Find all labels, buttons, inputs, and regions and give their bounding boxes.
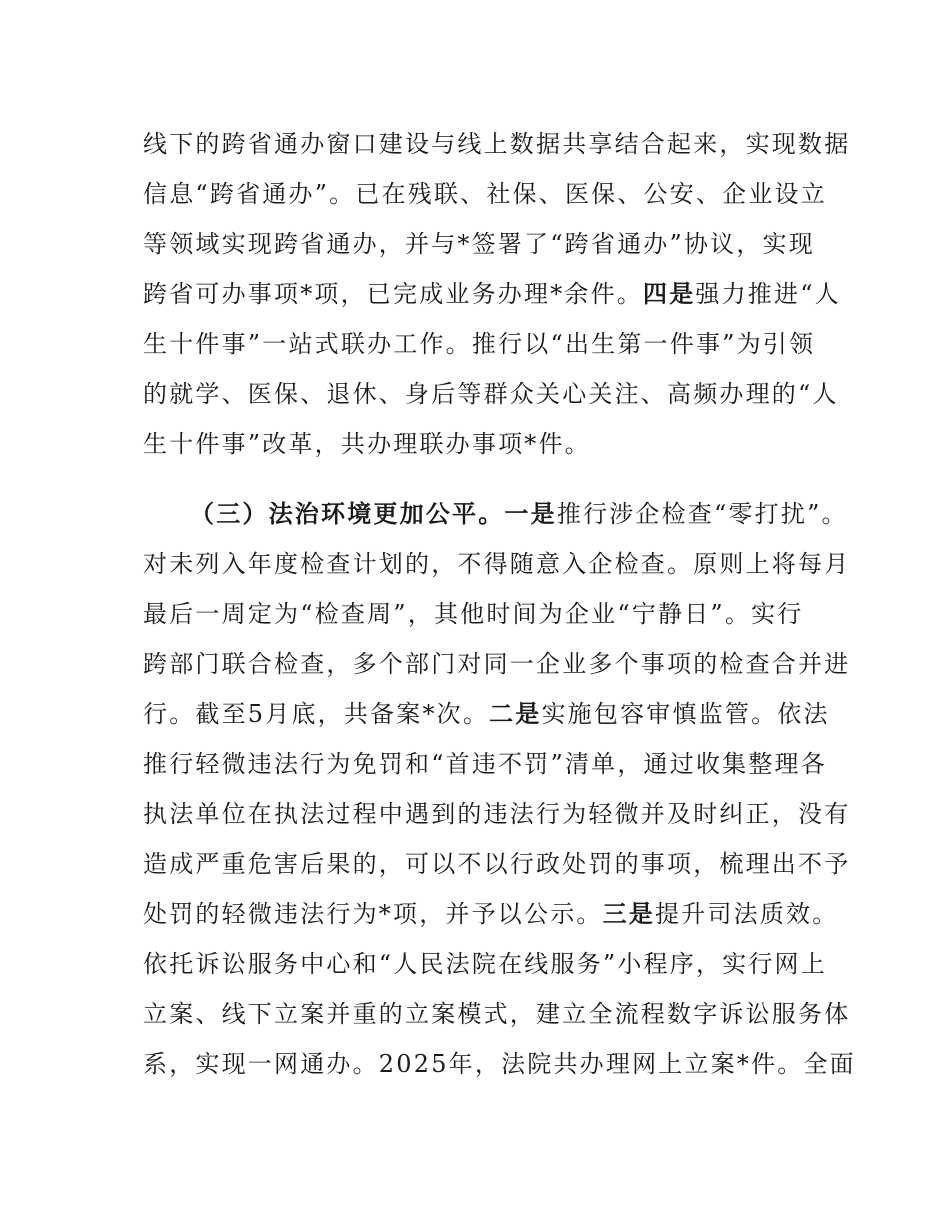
body-text: 行。截至5月底，共备案*次。 bbox=[143, 700, 490, 728]
text-line bbox=[143, 124, 850, 164]
body-text: 跨部门联合检查，多个部门对同一企业多个事项的检查合并进 bbox=[143, 650, 851, 678]
text-line bbox=[143, 644, 850, 684]
body-text: 生十件事”一站式联办工作。推行以“出生第一件事”为引领 bbox=[143, 330, 816, 358]
text-line bbox=[143, 424, 591, 464]
text-line bbox=[143, 744, 827, 784]
text-line bbox=[190, 494, 848, 534]
body-text: 强力推进“人 bbox=[695, 280, 841, 308]
text-line bbox=[143, 994, 850, 1034]
text-line bbox=[143, 544, 850, 584]
text-line bbox=[143, 274, 841, 314]
text-line bbox=[143, 594, 803, 634]
body-text: 等领域实现跨省通办，并与*签署了“跨省通办”协议，实现 bbox=[143, 230, 815, 258]
body-text: 处罚的轻微违法行为*项，并予以公示。 bbox=[143, 900, 603, 928]
text-line bbox=[143, 844, 850, 884]
body-text: 生十件事”改革，共办理联办事项*件。 bbox=[143, 430, 591, 458]
body-text: 依托诉讼服务中心和“人民法院在线服务”小程序，实行网上 bbox=[143, 950, 827, 978]
body-text: 线下的跨省通办窗口建设与线上数据共享结合起来，实现数据 bbox=[143, 130, 851, 158]
body-text: 实施包容审慎监管。依法 bbox=[541, 700, 830, 728]
text-line bbox=[143, 174, 827, 214]
text-line bbox=[143, 694, 830, 734]
text-line bbox=[143, 374, 839, 414]
body-text: 执法单位在执法过程中遇到的违法行为轻微并及时纠正，没有 bbox=[143, 800, 851, 828]
body-text: 推行涉企检查“零打扰”。 bbox=[556, 500, 848, 528]
body-text: 最后一周定为“检查周”，其他时间为企业“宁静日”。实行 bbox=[143, 600, 804, 628]
text-line bbox=[143, 794, 850, 834]
bold-text: 四是 bbox=[643, 280, 696, 308]
body-text: 推行轻微违法行为免罚和“首违不罚”清单，通过收集整理各 bbox=[143, 750, 827, 778]
text-line bbox=[143, 944, 827, 984]
text-line bbox=[143, 324, 815, 364]
body-text: 信息“跨省通办”。已在残联、社保、医保、公安、企业设立 bbox=[143, 180, 827, 208]
bold-text: （三）法治环境更加公平。一是 bbox=[190, 500, 557, 528]
text-line bbox=[143, 1044, 856, 1084]
body-text: 造成严重危害后果的，可以不以行政处罚的事项，梳理出不予 bbox=[143, 850, 851, 878]
body-text: 的就学、医保、退休、身后等群众关心关注、高频办理的“人 bbox=[143, 380, 839, 408]
text-line bbox=[143, 894, 838, 934]
body-text: 对未列入年度检查计划的，不得随意入企检查。原则上将每月 bbox=[143, 550, 851, 578]
body-text: 立案、线下立案并重的立案模式，建立全流程数字诉讼服务体 bbox=[143, 1000, 851, 1028]
text-line bbox=[143, 224, 815, 264]
bold-text: 二是 bbox=[489, 700, 542, 728]
body-text: 系，实现一网通办。2025年，法院共办理网上立案*件。全面 bbox=[143, 1050, 856, 1078]
bold-text: 三是 bbox=[602, 900, 656, 928]
body-text: 提升司法质效。 bbox=[655, 900, 839, 928]
body-text: 跨省可办事项*项，已完成业务办理*余件。 bbox=[143, 280, 643, 308]
